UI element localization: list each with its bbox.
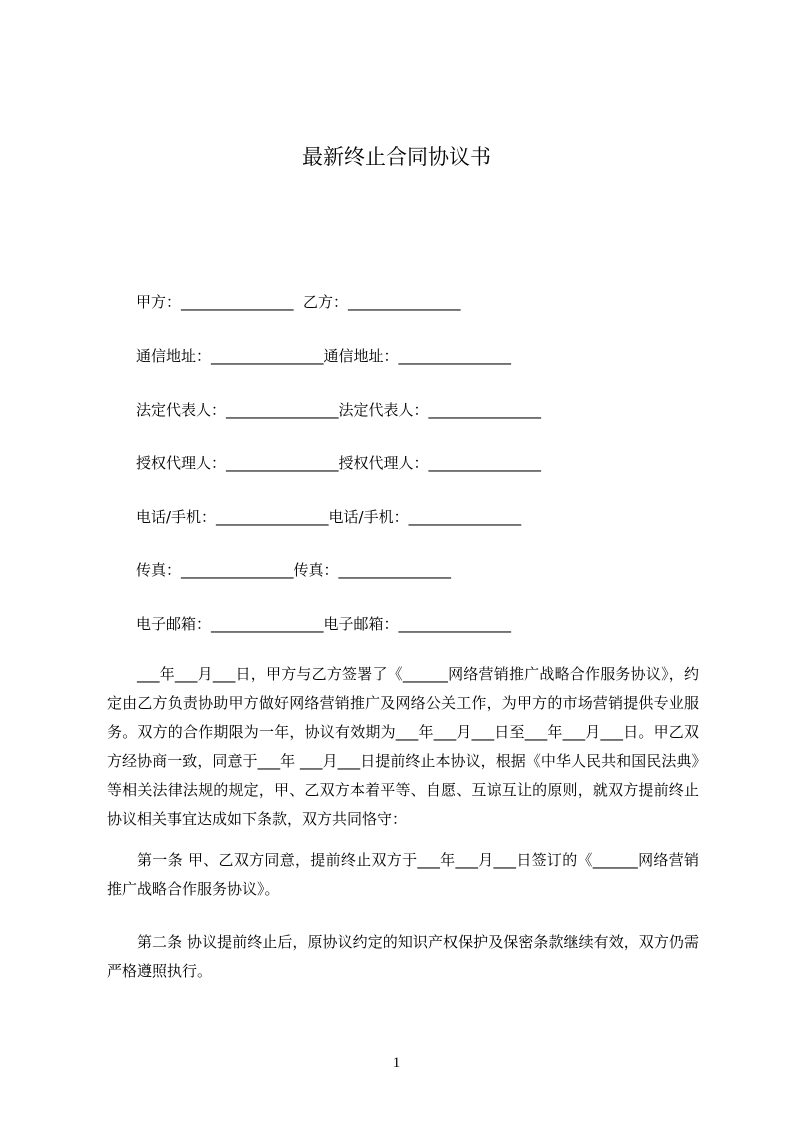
authorized-agent-row: 授权代理人：_______________授权代理人：_______________ [136, 454, 542, 472]
party-a-b-row: 甲方：_______________ 乙方：_______________ [136, 293, 461, 311]
fax-row: 传真：_______________传真：_______________ [136, 561, 452, 579]
email-row: 电子邮箱：_______________电子邮箱：_______________ [136, 615, 512, 633]
article-2: 第二条 协议提前终止后，原协议约定的知识产权保护及保密条款继续有效，双方仍需严格遵照执行。 [107, 933, 699, 980]
legal-rep-row: 法定代表人：_______________法定代表人：_______________ [136, 401, 542, 419]
page-number: 1 [392, 1055, 401, 1071]
article-1: 第一条 甲、乙双方同意，提前终止双方于___年___月___日签订的《______网络营销推广战略合作服务协议》。 [107, 851, 699, 898]
address-row: 通信地址：_______________通信地址：_______________ [136, 347, 512, 365]
page-title: 最新终止合同协议书 [302, 145, 491, 169]
intro-paragraph: ___年___月___日，甲方与乙方签署了《______网络营销推广战略合作服务协议》，约定由乙方负责协助甲方做好网络营销推广及网络公关工作，为甲方的市场营销提供专业服务。双方的合作期限为一年，协议有效期为___年___月___日至___年___月___日。甲乙双方经协商一致，同意于___年 ___月___日提前终止本协议，根据《中华人民共和国民法典》等相关法律法规的规定，甲、乙双方本着平等、自愿、互谅互让的原则，就双方提前终止协议相关事宜达成如下条款，双方共同恪守： [107, 665, 699, 828]
phone-row: 电话/手机：_______________电话/手机：_______________ [136, 508, 522, 526]
